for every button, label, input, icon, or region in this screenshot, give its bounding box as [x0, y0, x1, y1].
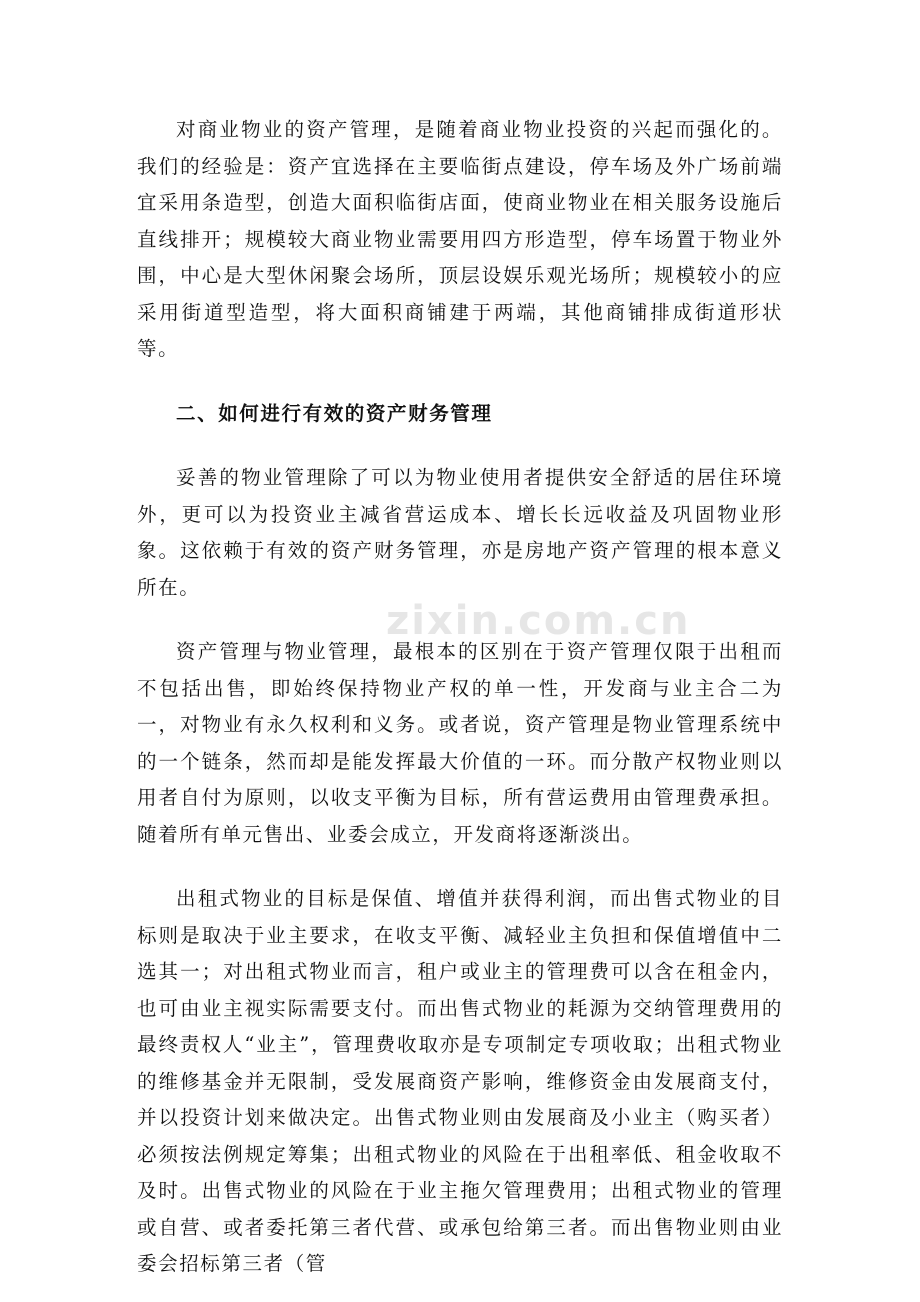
paragraph-gap [137, 368, 783, 396]
section-heading-financial-management: 二、如何进行有效的资产财务管理 [176, 401, 493, 425]
paragraph-gap [137, 853, 783, 881]
paragraph-rental-vs-sale-property: 出租式物业的目标是保值、增值并获得利润，而出售式物业的目标则是取决于业主要求，在收支平衡、减轻业主负担和保值增值中二选其一；对出租式物业而言，租户或业主的管理费可以含在租金内，也可由业主视实际需要支付。而出售式物业的耗源为交纳管理费用的最终责权人“业主”，管理费收取亦是专项制定专项收取；出租式物业的维修基金并无限制，受发展商资产影响，维修资金由发展商支付，并以投资计划来做决定。出售式物业则由发展商及小业主（购买者）必须按法例规定筹集；出租式物业的风险在于出租率低、租金收取不及时。出售式物业的风险在于业主拖欠管理费用；出租式物业的管理或自营、或者委托第三者代营、或承包给第三者。而出售物业则由业委会招标第三者（管 [137, 887, 783, 1275]
paragraph-gap [137, 432, 783, 460]
paragraph-gap [137, 606, 783, 634]
paragraph-property-management-benefits: 妥善的物业管理除了可以为物业使用者提供安全舒适的居住环境外，更可以为投资业主减省营运成本、增长长远收益及巩固物业形象。这依赖于有效的资产财务管理，亦是房地产资产管理的根本意义所在。 [137, 466, 783, 599]
paragraph-asset-vs-property-management: 资产管理与物业管理，最根本的区别在于资产管理仅限于出租而不包括出售，即始终保持物业产权的单一性，开发商与业主合二为一，对物业有永久权利和义务。或者说，资产管理是物业管理系统中的一个链条，然而却是能发挥最大价值的一环。而分散产权物业则以用者自付为原则，以收支平衡为目标，所有营运费用由管理费承担。随着所有单元售出、业委会成立，开发商将逐渐淡出。 [137, 640, 783, 846]
watermark-text: zixin.com.cn [386, 598, 691, 644]
paragraph-commercial-asset-management: 对商业物业的资产管理，是随着商业物业投资的兴起而强化的。我们的经验是：资产宜选择在主要临街点建设，停车场及外广场前端宜采用条造型，创造大面积临街店面，使商业物业在相关服务设施后直线排开；规模较大商业物业需要用四方形造型，停车场置于物业外围，中心是大型休闲聚会场所，顶层设娱乐观光场所；规模较小的应采用街道型造型，将大面积商铺建于两端，其他商铺排成街道形状等。 [137, 118, 783, 360]
document-body [137, 112, 783, 1283]
